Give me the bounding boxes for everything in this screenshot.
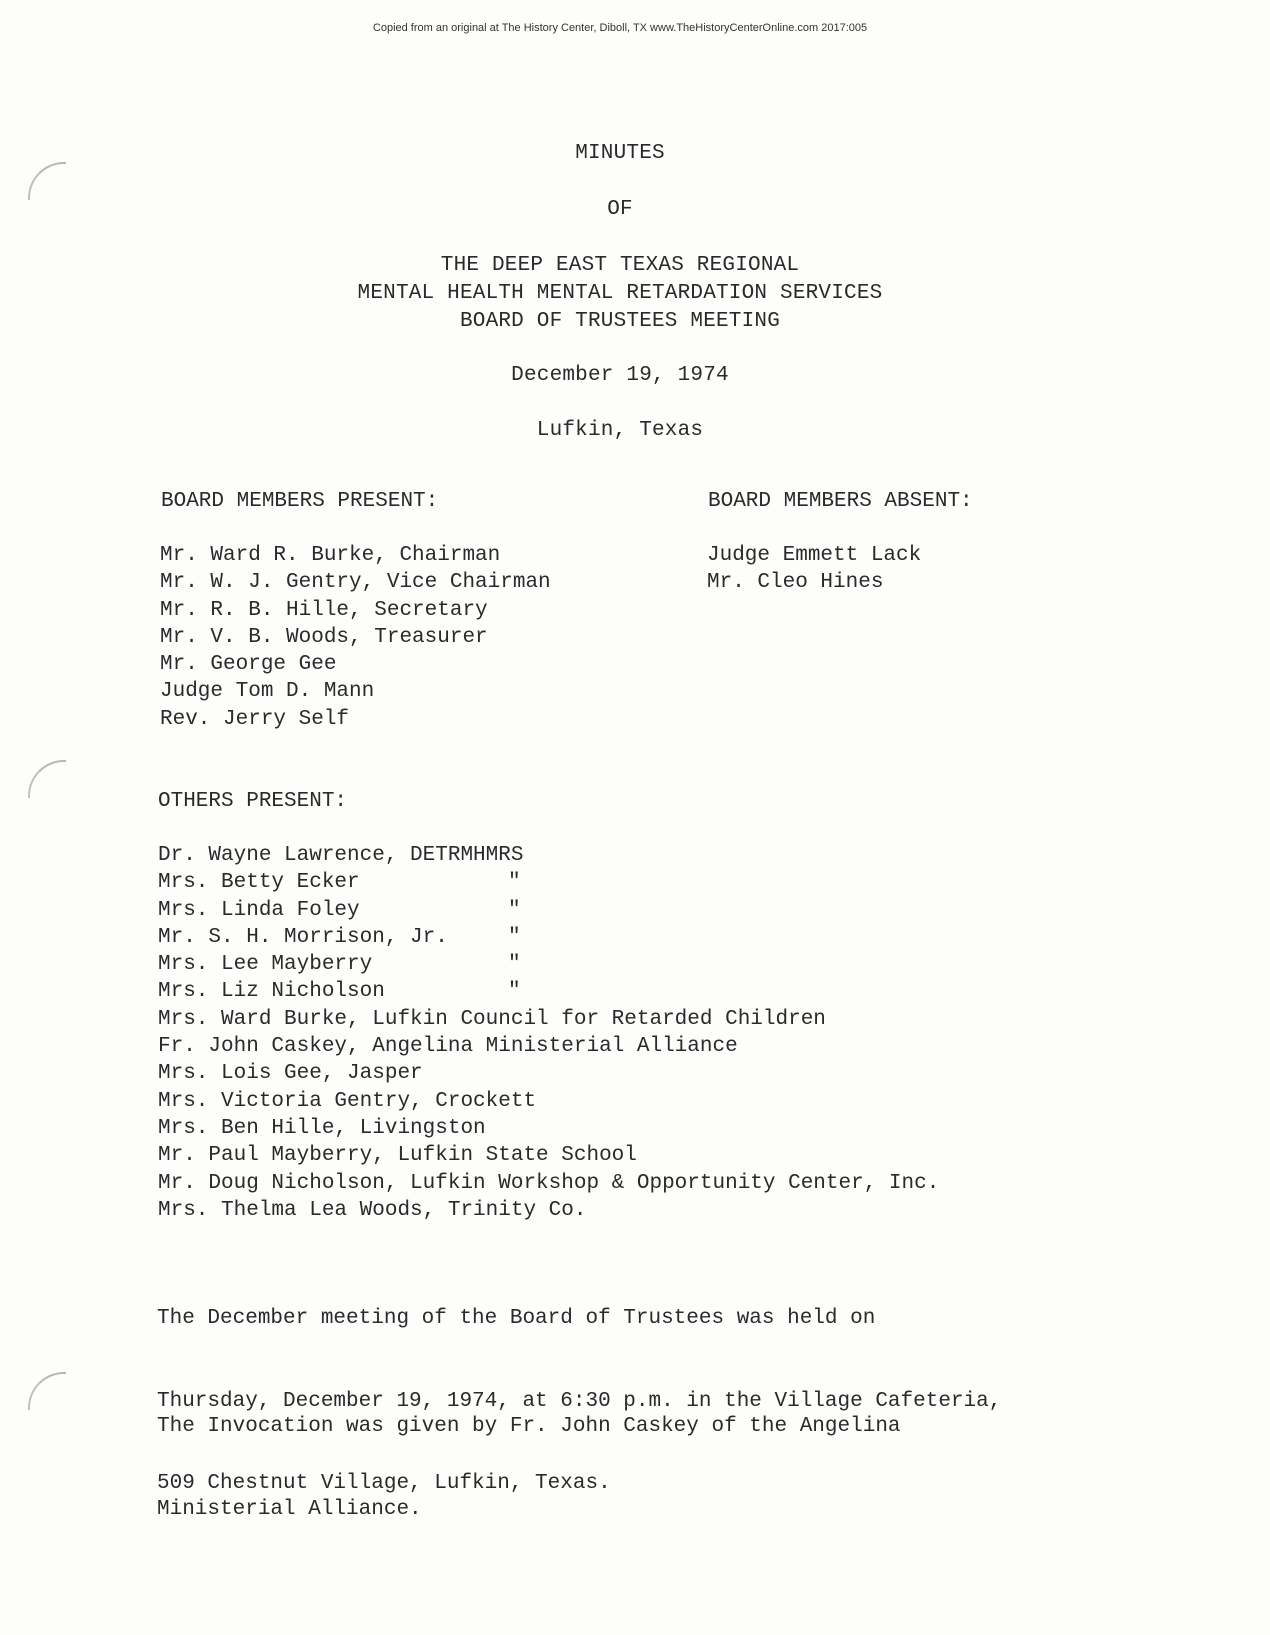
others-present-heading: OTHERS PRESENT:	[158, 790, 348, 813]
list-item: Mr. George Gee	[160, 653, 337, 677]
list-item: Mr. Cleo Hines	[707, 571, 884, 595]
list-item: Rev. Jerry Self	[160, 707, 350, 731]
person-name: Mrs. Betty Ecker	[158, 871, 360, 895]
list-item: Judge Tom D. Mann	[160, 680, 375, 704]
person-name: Mr. S. H. Morrison, Jr.	[158, 925, 448, 949]
list-item: Mr. Ward R. Burke, Chairman	[160, 544, 501, 567]
list-item: Judge Emmett Lack	[707, 544, 922, 567]
board-absent-list	[707, 542, 921, 597]
list-item: Dr. Wayne Lawrence, DETRMHMRS	[158, 844, 524, 867]
list-item: Mr. W. J. Gentry, Vice Chairman	[160, 571, 551, 595]
list-item: Mr. V. B. Woods, Treasurer	[160, 625, 488, 649]
others-present-list	[158, 842, 939, 1224]
board-present-heading: BOARD MEMBERS PRESENT:	[161, 490, 439, 513]
list-item: Mrs. Victoria Gentry, Crockett	[158, 1089, 537, 1113]
meeting-type: BOARD OF TRUSTEES MEETING	[459, 310, 781, 333]
list-item: Mr. Paul Mayberry, Lufkin State School	[158, 1144, 637, 1168]
person-name: Mrs. Linda Foley	[158, 898, 360, 922]
list-item: Mrs. Thelma Lea Woods, Trinity Co.	[158, 1198, 587, 1222]
list-item: Mrs. Ben Hille, Livingston	[158, 1116, 486, 1140]
list-item	[158, 869, 939, 896]
list-item	[158, 897, 939, 924]
ditto-mark: "	[508, 925, 521, 949]
archive-copy-notice: Copied from an original at The History Center, Diboll, TX www.TheHistoryCenterOnline.com 2017:005	[372, 22, 868, 34]
invocation-paragraph	[157, 1358, 901, 1551]
meeting-location: Lufkin, Texas	[536, 419, 704, 442]
list-item	[158, 924, 939, 951]
list-item: Mrs. Lois Gee, Jasper	[158, 1062, 423, 1086]
meeting-date: December 19, 1974	[511, 364, 729, 387]
organization-line-2: MENTAL HEALTH MENTAL RETARDATION SERVICES	[357, 282, 883, 305]
ditto-mark: "	[508, 898, 521, 922]
board-present-list	[160, 542, 551, 733]
document-title: MINUTES	[575, 142, 665, 165]
hole-punch-mark	[28, 162, 66, 200]
ditto-mark: "	[508, 953, 521, 977]
paragraph-line: The Invocation was given by Fr. John Caskey of the Angelina	[157, 1415, 901, 1438]
organization-line-1: THE DEEP EAST TEXAS REGIONAL	[440, 254, 800, 277]
list-item	[158, 951, 939, 978]
list-item: Mr. R. B. Hille, Secretary	[160, 598, 488, 622]
paragraph-line: Thursday, December 19, 1974, at 6:30 p.m. in the Village Cafeteria,	[157, 1389, 1002, 1413]
board-absent-heading: BOARD MEMBERS ABSENT:	[708, 490, 973, 513]
list-item: Mrs. Ward Burke, Lufkin Council for Retarded Children	[158, 1007, 826, 1031]
person-name: Mrs. Liz Nicholson	[158, 980, 385, 1004]
list-item	[158, 978, 939, 1005]
ditto-mark: "	[508, 871, 521, 895]
person-name: Mrs. Lee Mayberry	[158, 953, 373, 977]
paragraph-line: Ministerial Alliance.	[157, 1497, 422, 1521]
paragraph-line: 509 Chestnut Village, Lufkin, Texas.	[157, 1472, 611, 1495]
list-item: Mr. Doug Nicholson, Lufkin Workshop & Opportunity Center, Inc.	[158, 1171, 940, 1195]
list-item: Fr. John Caskey, Angelina Ministerial Alliance	[158, 1035, 738, 1059]
title-of: OF	[607, 198, 633, 221]
hole-punch-mark	[28, 760, 66, 798]
paragraph-line: The December meeting of the Board of Trustees was held on	[157, 1307, 876, 1330]
hole-punch-mark	[28, 1372, 66, 1410]
ditto-mark: "	[508, 980, 521, 1004]
